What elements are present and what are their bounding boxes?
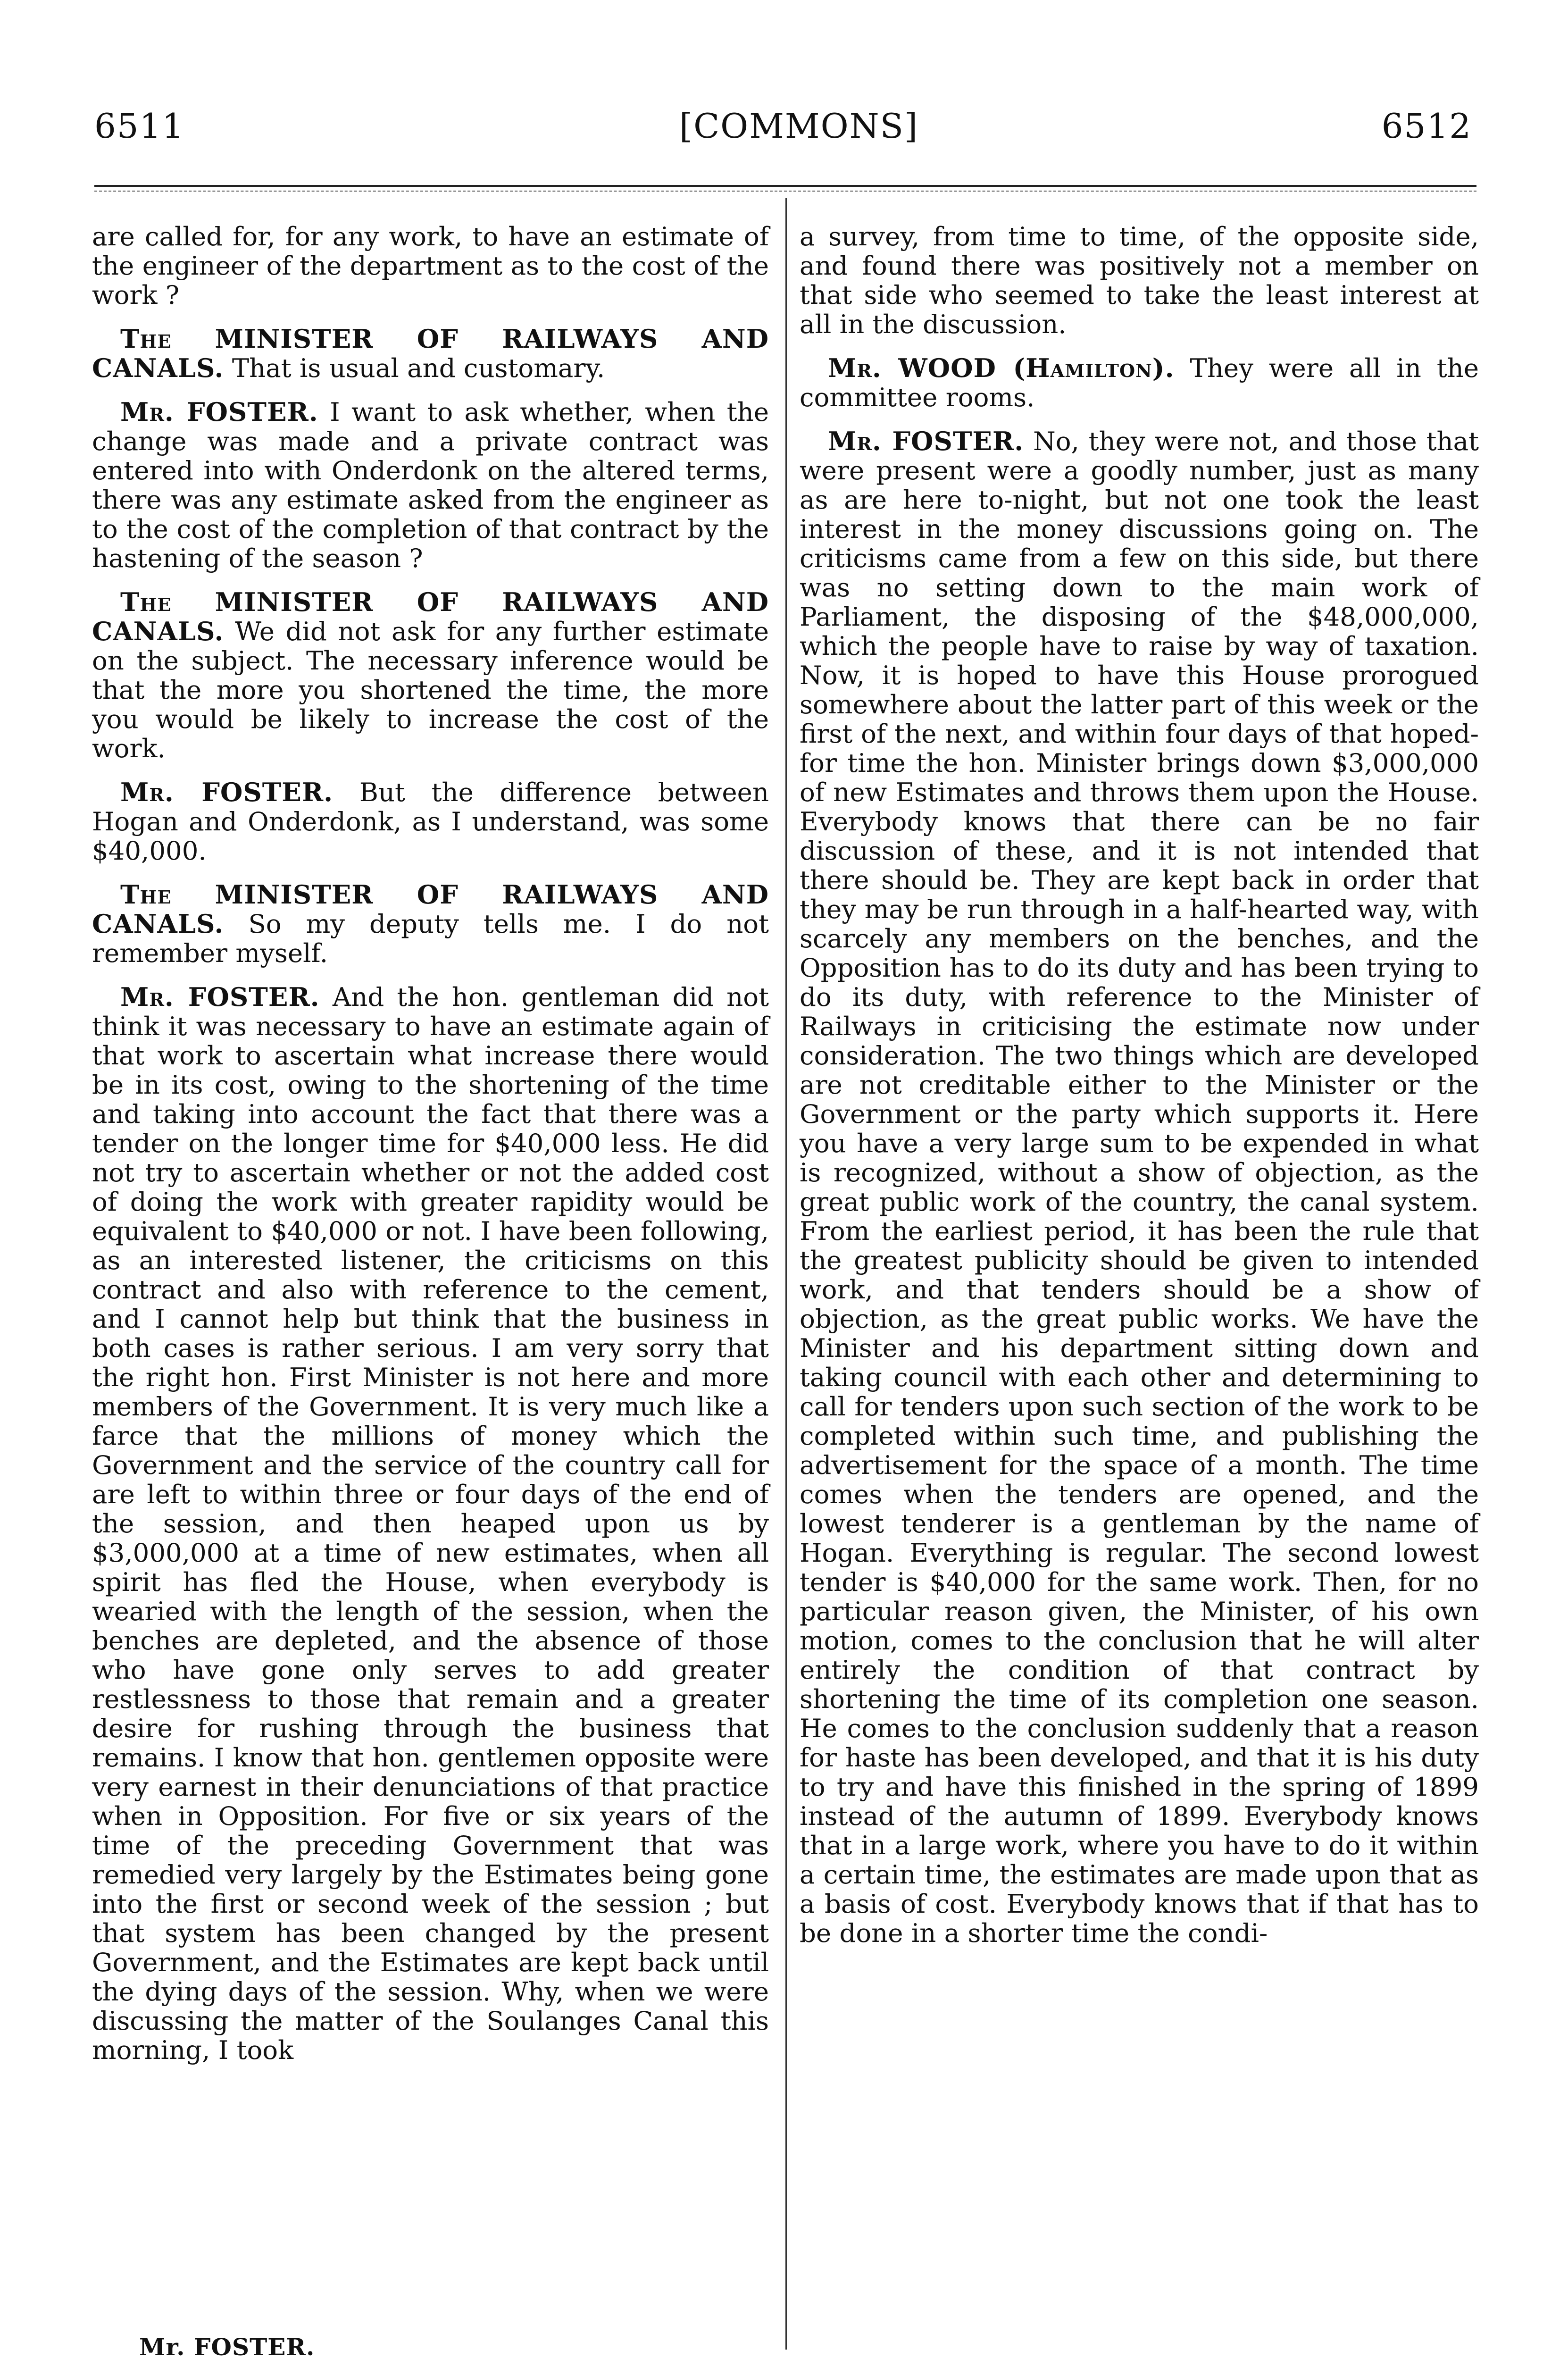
- speaker-name: Mr. FOSTER.: [828, 426, 1024, 456]
- column-divider: [785, 198, 787, 2350]
- paragraph: [800, 427, 1479, 1948]
- paragraph: [92, 982, 769, 2065]
- paragraph: [92, 222, 769, 310]
- header-rule: [94, 185, 1476, 187]
- speaker-name: The MINISTER OF RAILWAYS AND CANALS.: [92, 324, 769, 383]
- footer-speaker-mark: Mr. FOSTER.: [139, 2333, 315, 2359]
- paragraph: [800, 353, 1479, 412]
- paragraph: [800, 222, 1479, 339]
- speaker-name: Mr. FOSTER.: [120, 982, 320, 1012]
- speaker-name: The MINISTER OF RAILWAYS AND CANALS.: [92, 587, 769, 646]
- page-header: [94, 106, 1472, 158]
- right-column: [800, 222, 1479, 1962]
- page-number-left: 6511: [94, 106, 185, 146]
- speech-text: are called for, for any work, to have an estimate of the engineer of the department as to the cost of the work ?: [92, 221, 769, 310]
- section-title: [COMMONS]: [679, 106, 919, 146]
- speaker-name: Mr. FOSTER.: [120, 397, 318, 427]
- speech-text: They were all in the committee rooms.: [800, 353, 1479, 412]
- speech-text: No, they were not, and those that were present were a goodly number, just as many as are here to-night, but not one took the least interest in the money discussions going on. The criticisms came from a few on this side, but there was no setting down to the main work of Parliament, the disposing of the $48,000,000, which the people have to raise by way of taxation. Now, it is hoped to have this House prorogued somewhere about the latter part of this week or the first of the next, and within four days of that hoped-for time the hon. Minister brings down $3,000,000 of new Estimates and throws them upon the House. Everybody knows that there can be no fair discussion of these, and it is not intended that there should be. They are kept back in order that they may be run through in a half-hearted way, with scarcely any members on the benches, and the Opposition has to do its duty and has been trying to do its duty, with reference to the Minister of Railways in criticising the estimate now under consideration. The two things which are developed are not creditable either to the Minister or the Government or the party which supports it. Here you have a very large sum to be expended in what is recognized, without a show of objection, as the great public work of the country, the canal system. From the earliest period, it has been the rule that the greatest publicity should be given to intended work, and that tenders should be a show of objection, as the great public works. We have the Minister and his department sitting down and taking council with each other and determining to call for tenders upon such section of the work to be completed within such time, and publishing the advertisement for the space of a month. The time comes when the tenders are opened, and the lowest tenderer is a gentleman by the name of Hogan. Everything is regular. The second lowest tender is $40,000 for the same work. Then, for no particular reason given, the Minister, of his own motion, comes to the conclusion that he will alter entirely the condition of that contract by shortening the time of its completion one season. He comes to the conclusion suddenly that a reason for haste has been developed, and that it is his duty to try and have this finished in the spring of 1899 instead of the autumn of 1899. Everybody knows that in a large work, where you have to do it within a certain time, the estimates are made upon that as a basis of cost. Everybody knows that if that has to be done in a shorter time the condi-: [800, 426, 1479, 1948]
- speaker-name: The MINISTER OF RAILWAYS AND CANALS.: [92, 879, 769, 939]
- speech-text: I want to ask whether, when the change was made and a private contract was entered into with Onderdonk on the altered terms, there was any estimate asked from the engineer as to the cost of the completion of that contract by the hastening of the season ?: [92, 397, 769, 573]
- paragraph: [92, 587, 769, 763]
- speech-text: We did not ask for any further estimate on the subject. The necessary inference would be that the more you shortened the time, the more you would be likely to increase the cost of the work.: [92, 616, 769, 763]
- speech-text: That is usual and customary.: [232, 353, 605, 383]
- paragraph: [92, 880, 769, 968]
- speech-text: a survey, from time to time, of the opposite side, and found there was positively not a member on that side who seemed to take the least interest at all in the discussion.: [800, 221, 1479, 339]
- paragraph: [92, 778, 769, 865]
- paragraph: [92, 324, 769, 383]
- speaker-name: Mr. FOSTER.: [120, 777, 334, 807]
- header-rule-dashed: [94, 191, 1476, 192]
- paragraph: [92, 397, 769, 573]
- speech-text: So my deputy tells me. I do not remember myself.: [92, 909, 769, 968]
- speaker-name: Mr. WOOD (Hamilton).: [828, 353, 1175, 383]
- speech-text: But the difference between Hogan and Onderdonk, as I understand, was some $40,000.: [92, 777, 769, 866]
- speech-text: And the hon. gentleman did not think it was necessary to have an estimate again of that work to ascertain what increase there would be in its cost, owing to the shortening of the time and taking into account the fact that there was a tender on the longer time for $40,000 less. He did not try to ascertain whether or not the added cost of doing the work with greater rapidity would be equivalent to $40,000 or not. I have been following, as an interested listener, the criticisms on this contract and also with reference to the cement, and I cannot help but think that the business in both cases is rather serious. I am very sorry that the right hon. First Minister is not here and more members of the Government. It is very much like a farce that the millions of money which the Government and the service of the country call for are left to within three or four days of the end of the session, and then heaped upon us by $3,000,000 at a time of new estimates, when all spirit has fled the House, when everybody is wearied with the length of the session, when the benches are depleted, and the absence of those who have gone only serves to add greater restlessness to those that remain and a greater desire for rushing through the business that remains. I know that hon. gentlemen opposite were very earnest in their denunciations of that practice when in Opposition. For five or six years of the time of the preceding Government that was remedied very largely by the Estimates being gone into the first or second week of the session ; but that system has been changed by the present Government, and the Estimates are kept back until the dying days of the session. Why, when we were discussing the matter of the Soulanges Canal this morning, I took: [92, 982, 769, 2065]
- page-number-right: 6512: [1381, 106, 1472, 146]
- left-column: [92, 222, 769, 2079]
